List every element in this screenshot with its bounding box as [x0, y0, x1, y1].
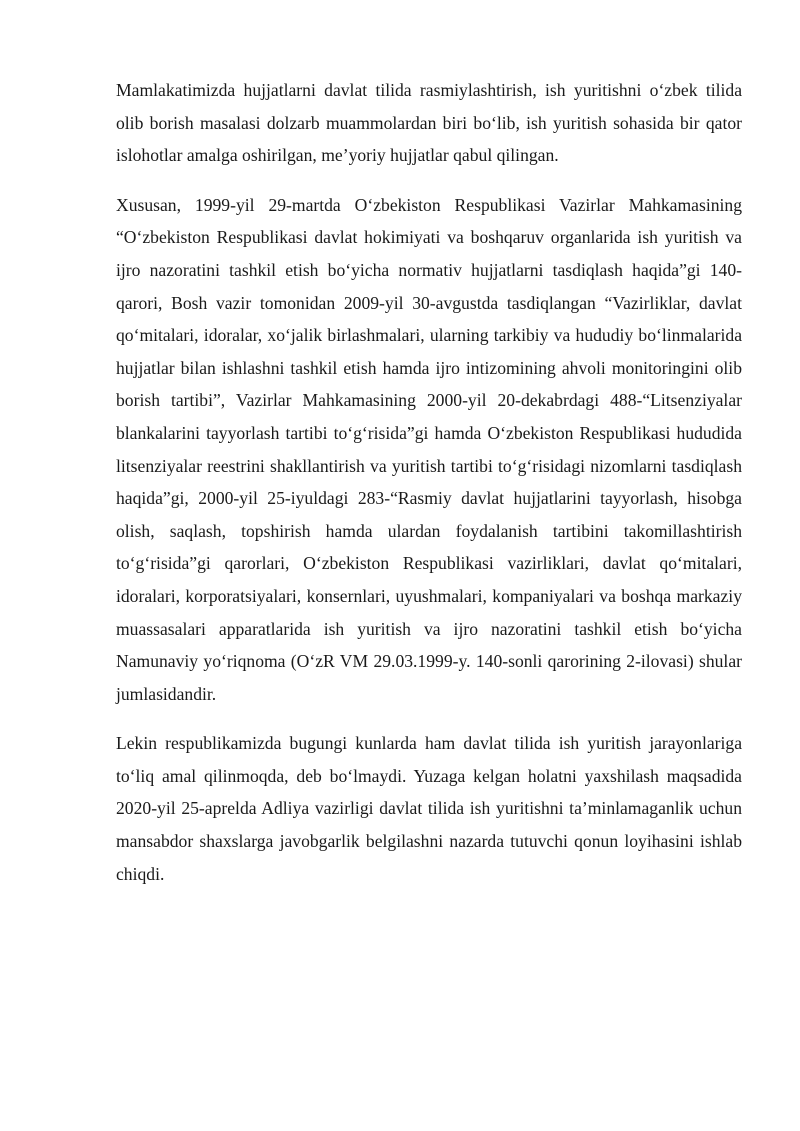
paragraph-1: Mamlakatimizda hujjatlarni davlat tilida rasmiylashtirish, ish yuritishni o‘zbek tilida olib borish masalasi dolzarb muammolardan biri bo‘lib, ish yuritish sohasida bir qator islohotlar amalga oshirilgan, me’yoriy hujjatlar qabul qilingan. [116, 80, 742, 166]
document-body [116, 74, 742, 907]
paragraph-2: Xususan, 1999-yil 29-martda O‘zbekiston Respublikasi Vazirlar Mahkamasining “O‘zbekiston Respublikasi davlat hokimiyati va boshqaruv organlarida ish yuritish va ijro nazoratini tashkil etish bo‘yicha normativ hujjatlarni tasdiqlash haqida”gi 140-qarori, Bosh vazir tomonidan 2009-yil 30-avgustda tasdiqlangan “Vazirliklar, davlat qo‘mitalari, idoralar, xo‘jalik birlashmalari, ularning tarkibiy va hududiy bo‘linmalarida hujjatlar bilan ishlashni tashkil etish hamda ijro intizomining ahvoli monitoringini olib borish tartibi”, Vazirlar Mahkamasining 2000-yil 20-dekabrdagi 488-“Litsenziyalar blankalarini tayyorlash tartibi to‘g‘risida”gi hamda O‘zbekiston Respublikasi hududida litsenziyalar reestrini shakllantirish va yuritish tartibi to‘g‘risidagi nizomlarni tasdiqlash haqida”gi, 2000-yil 25-iyuldagi 283-“Rasmiy davlat hujjatlarini tayyorlash, hisobga olish, saqlash, topshirish hamda ulardan foydalanish tartibini takomillashtirish to‘g‘risida”gi qarorlari, O‘zbekiston Respublikasi vazirliklari, davlat qo‘mitalari, idoralari, korporatsiyalari, konsernlari, uyushmalari, kompaniyalari va boshqa markaziy muassasalari apparatlarida ish yuritish va ijro nazoratini tashkil etish bo‘yicha Namunaviy yo‘riqnoma (O‘zR VM 29.03.1999-y. 140-sonli qarorining 2-ilovasi) shular jumlasidandir. [116, 194, 742, 704]
paragraph-3: Lekin respublikamizda bugungi kunlarda ham davlat tilida ish yuritish jarayonlariga to‘liq amal qilinmoqda, deb bo‘lmaydi. Yuzaga kelgan holatni yaxshilash maqsadida 2020-yil 25-aprelda Adliya vazirligi davlat tilida ish yuritishni ta’minlamaganlik uchun mansabdor shaxslarga javobgarlik belgilashni nazarda tutuvchi qonun loyihasini ishlab chiqdi. [116, 733, 742, 884]
